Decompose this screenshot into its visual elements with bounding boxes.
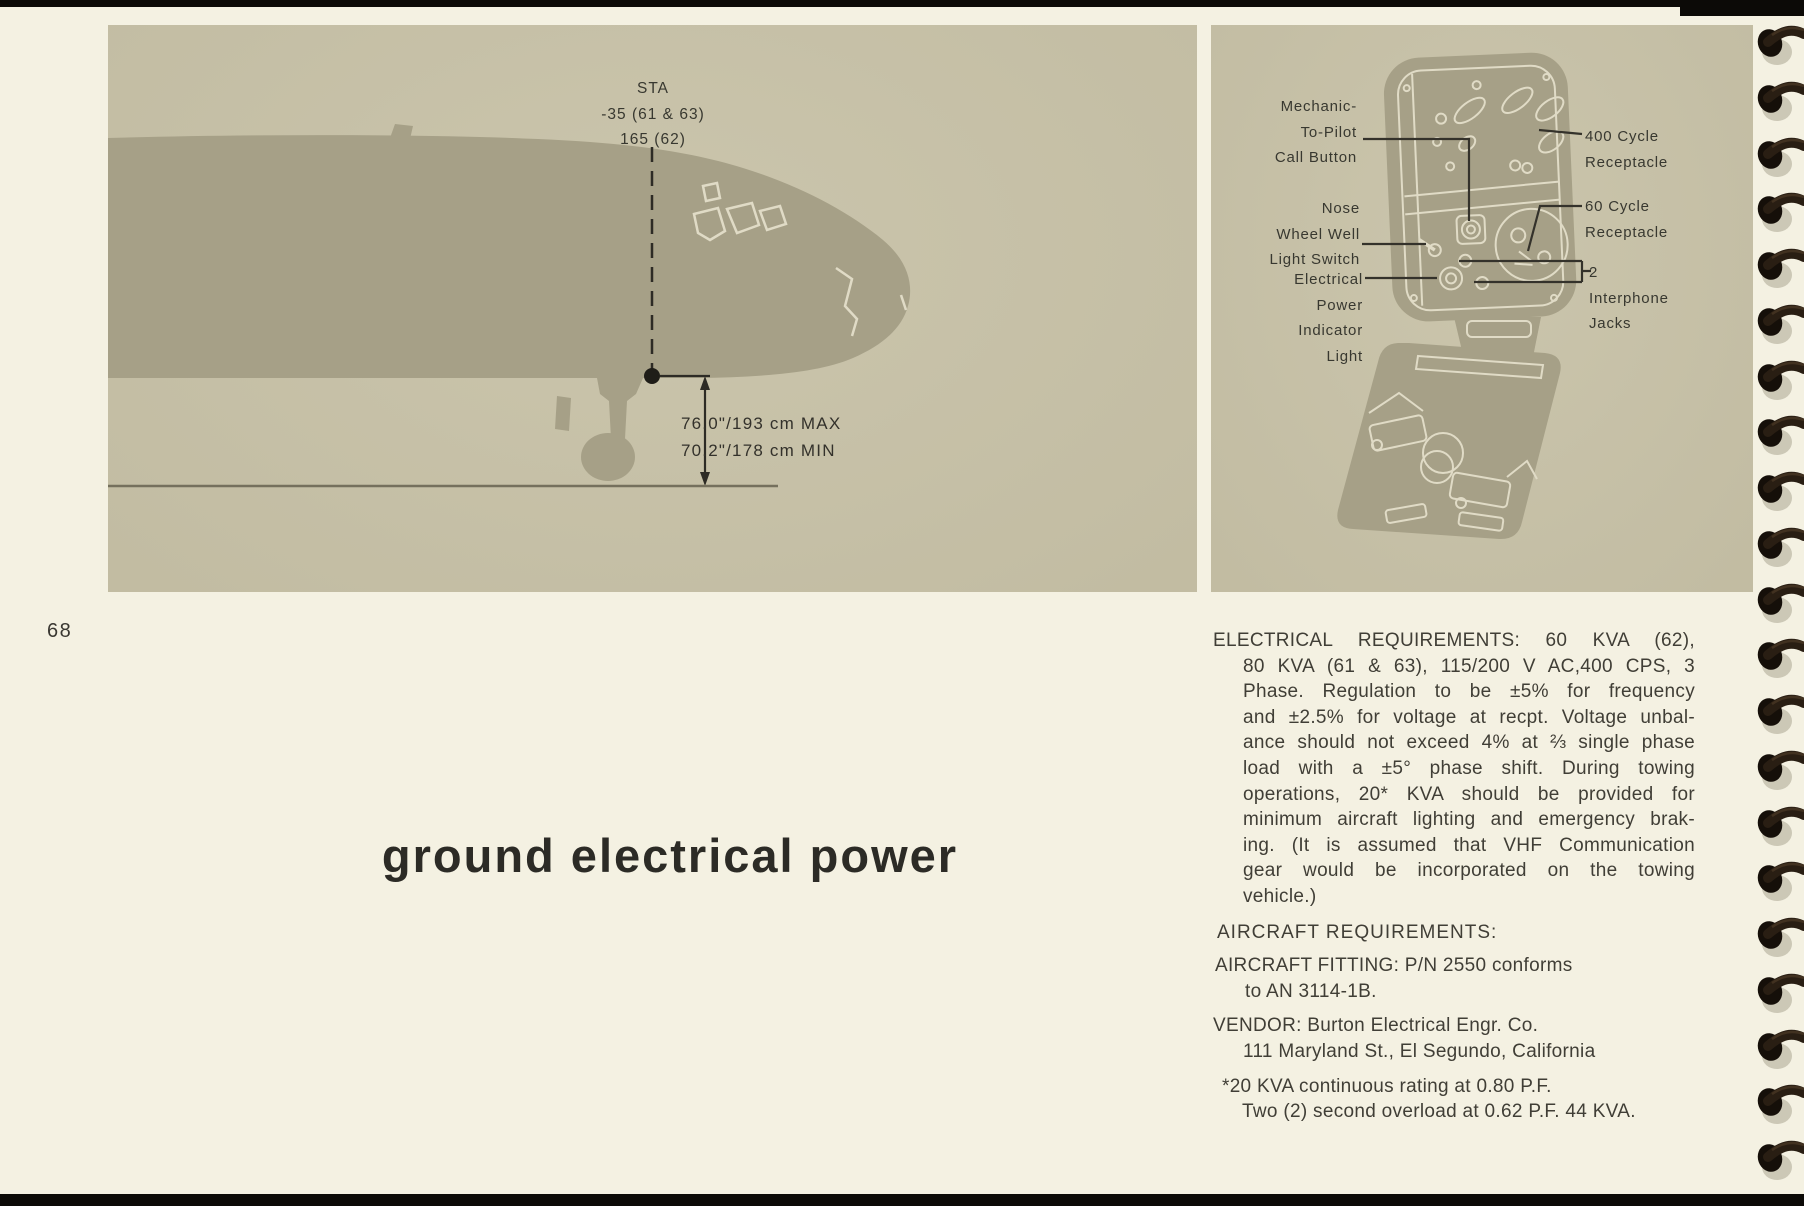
sta-label: STA -35 (61 & 63) 165 (62) <box>601 80 705 149</box>
arrow-up <box>700 376 710 390</box>
binding-loop <box>1714 239 1804 295</box>
binding-loop <box>1714 685 1804 741</box>
binding-loop <box>1714 462 1804 518</box>
label-400-cycle-receptacle: 400 Cycle Receptacle <box>1585 128 1669 171</box>
binding-loop <box>1714 741 1804 797</box>
binding-loop <box>1714 351 1804 407</box>
gear-door <box>555 396 571 431</box>
bottom-scan-edge <box>0 1194 1804 1206</box>
binding-loop <box>1714 1075 1804 1131</box>
binding-loop <box>1714 128 1804 184</box>
aircraft-requirements-heading: AIRCRAFT REQUIREMENTS: <box>1217 921 1498 943</box>
spiral-binding <box>1709 0 1804 1206</box>
nose-gear-strut <box>597 378 643 439</box>
binding-loop <box>1714 852 1804 908</box>
page-number: 68 <box>47 620 73 642</box>
requirements-text-column <box>1213 628 1695 1134</box>
binding-loop <box>1714 908 1804 964</box>
binding-loop <box>1714 406 1804 462</box>
label-mechanic-call-button: Mechanic- To-Pilot Call Button <box>1274 98 1357 167</box>
binding-loop <box>1714 574 1804 630</box>
fuselage-silhouette <box>108 135 910 378</box>
binding-loop <box>1714 1131 1804 1187</box>
binding-loop <box>1714 183 1804 239</box>
electrical-requirements-paragraph: ELECTRICAL REQUIREMENTS: 60 KVA (62), 80 KVA (61 & 63), 115/200 V AC,400 CPS, 3 Phase. Regulation to be ±5% for frequency and ±2.5% for voltage at recpt. Voltage unbal- ance should not exceed 4% at ⅔ single phase load with a ±5° phase shift. During towing operations, 20* KVA should be provided for minimum aircraft lighting and emergency brak- ing. (It is assumed that VHF Communication gear would be incorporated on the towing vehicle.) <box>1213 630 1695 907</box>
receptacle-compartment-panel <box>1211 25 1753 592</box>
label-interphone-jacks: 2 Interphone Jacks <box>1589 264 1669 333</box>
binding-loop <box>1714 518 1804 574</box>
binding-loop <box>1714 72 1804 128</box>
vendor-paragraph: VENDOR: Burton Electrical Engr. Co. 111 Maryland St., El Segundo, California <box>1213 1015 1596 1062</box>
label-60-cycle-receptacle: 60 Cycle Receptacle <box>1585 198 1669 241</box>
binding-loop <box>1714 964 1804 1020</box>
section-title: ground electrical power <box>381 829 959 882</box>
binding-loop <box>1714 629 1804 685</box>
nose-wheel <box>581 433 635 481</box>
binding-loop <box>1714 16 1804 72</box>
aircraft-fitting-paragraph: AIRCRAFT FITTING: P/N 2550 conforms to AN 3114-1B. <box>1215 955 1573 1002</box>
nose-height-diagram-panel <box>108 25 1197 592</box>
antenna-fin <box>390 124 413 139</box>
label-electrical-power-indicator-light: Electrical Power Indicator Light <box>1294 271 1363 365</box>
top-scan-edge <box>0 0 1804 7</box>
height-dimension-label: 76.0"/193 cm MAX 70.2"/178 cm MIN <box>681 414 842 460</box>
binding-loop <box>1714 295 1804 351</box>
footnote-paragraph: *20 KVA continuous rating at 0.80 P.F. Two (2) second overload at 0.62 P.F. 44 KVA. <box>1222 1075 1636 1123</box>
arrow-down <box>700 472 710 486</box>
binding-loop <box>1714 797 1804 853</box>
top-right-scan-edge <box>1680 0 1804 16</box>
label-nose-wheel-well-light-switch: Nose Wheel Well Light Switch <box>1269 200 1360 269</box>
binding-loop <box>1714 1020 1804 1076</box>
